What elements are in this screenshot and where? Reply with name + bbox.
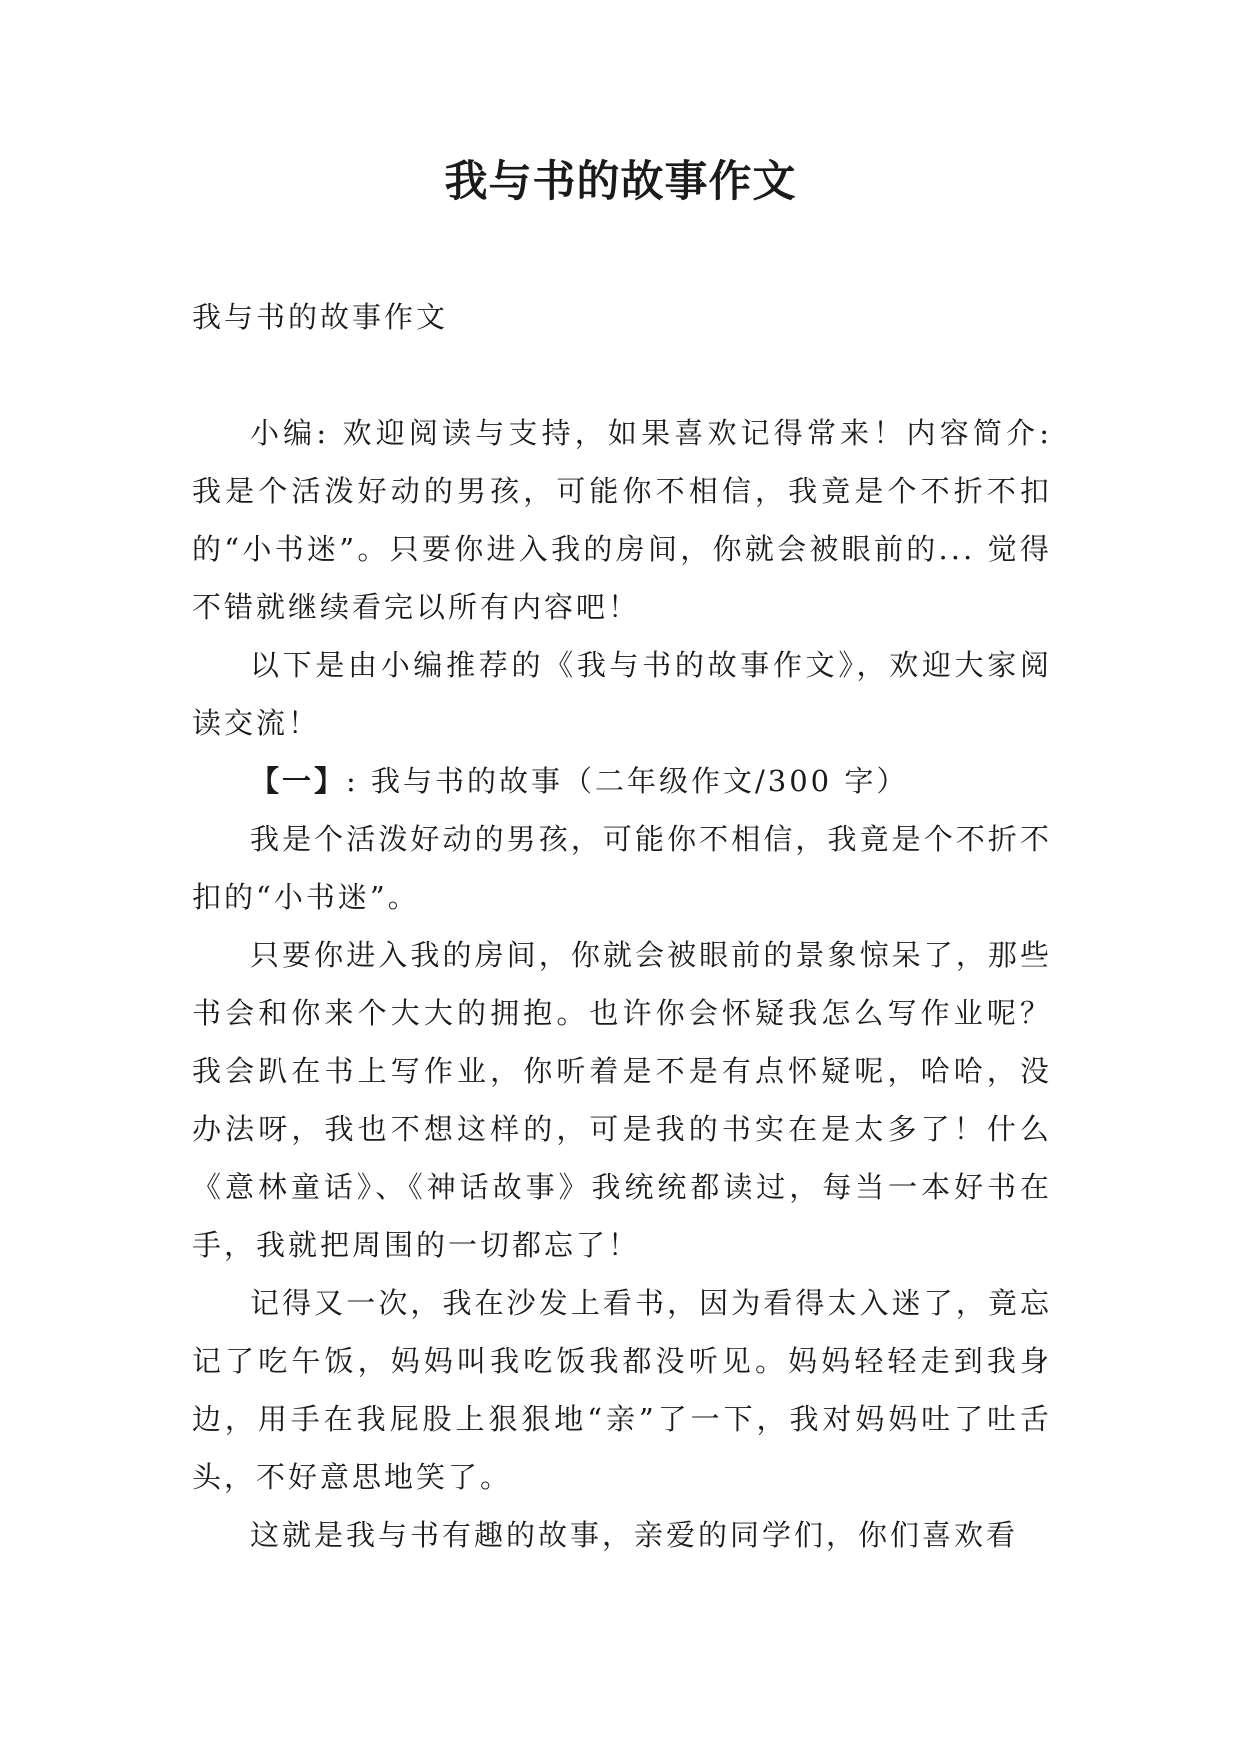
document-title: 我与书的故事作文 <box>444 157 797 207</box>
document-subtitle: 我与书的故事作文 <box>192 300 449 334</box>
section-number: 【一】 <box>250 764 347 798</box>
story-paragraph: 这就是我与书有趣的故事，亲爱的同学们，你们喜欢看 <box>250 1518 1019 1552</box>
section-title: : 我与书的故事（二年级作文/300 字） <box>346 764 909 798</box>
recommendation-paragraph: 以下是由小编推荐的《我与书的故事作文》，欢迎大家阅读交流！ <box>192 648 1052 740</box>
blank-line <box>192 346 1052 404</box>
story-paragraph: 记得又一次，我在沙发上看书，因为看得太入迷了，竟忘记了吃午饭，妈妈叫我吃饭我都没听见。妈妈轻轻走到我身边，用手在我屁股上狠狠地“亲”了一下，我对妈妈吐了吐舌头，不好意思地笑了。 <box>192 1286 1052 1494</box>
story-paragraph: 我是个活泼好动的男孩，可能你不相信，我竟是个不折不扣的“小书迷”。 <box>192 822 1052 914</box>
story-paragraph: 只要你进入我的房间，你就会被眼前的景象惊呆了，那些书会和你来个大大的拥抱。也许你会怀疑我怎么写作业呢？我会趴在书上写作业，你听着是不是有点怀疑呢，哈哈，没办法呀，我也不想这样的，可是我的书实在是太多了！什么《意林童话》、《神话故事》我统统都读过，每当一本好书在手，我就把周围的一切都忘了！ <box>192 938 1052 1262</box>
section-heading <box>192 752 1052 810</box>
document-body <box>192 288 1052 1564</box>
intro-paragraph: 小编: 欢迎阅读与支持，如果喜欢记得常来！内容简介: 我是个活泼好动的男孩，可能你不相信，我竟是个不折不扣的“小书迷”。只要你进入我的房间，你就会被眼前的... 觉得不错就继续看完以所有内容吧！ <box>192 416 1052 624</box>
